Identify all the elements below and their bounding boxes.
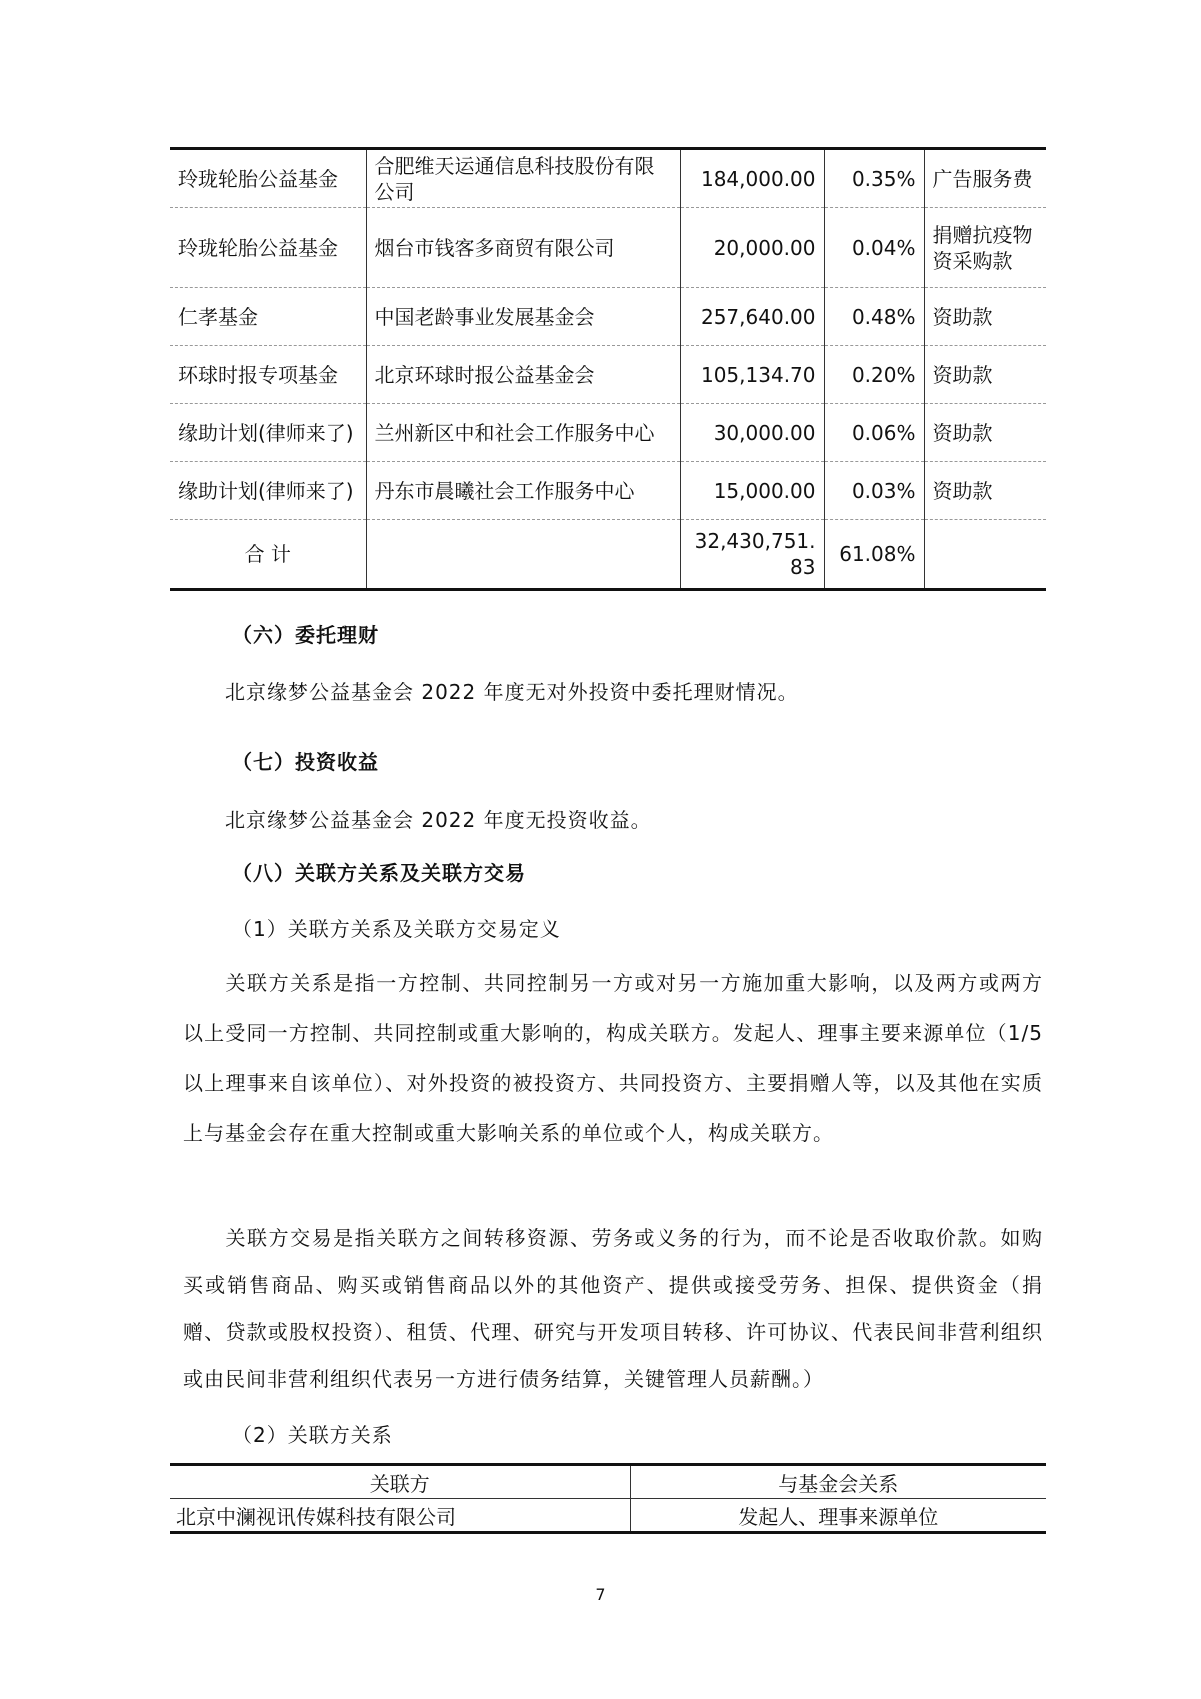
recipient-cell: 兰州新区中和社会工作服务中心 [366,404,680,462]
relation-cell: 发起人、理事来源单位 [738,1504,939,1529]
percent-cell: 0.06% [824,404,924,462]
percent-cell: 0.03% [824,462,924,520]
table-row [170,346,1046,404]
donation-table [170,147,1046,591]
project-cell: 玲珑轮胎公益基金 [170,149,366,208]
paragraph-text: 关联方交易是指关联方之间转移资源、劳务或义务的行为，而不论是否收取价款。如购买或销售商品、购买或销售商品以外的其他资产、提供或接受劳务、担保、提供资金（捐赠、贷款或股权投资）、租赁、代理、研究与开发项目转移、许可协议、代表民间非营利组织或由民间非营利组织代表另一方进行债务结算，关键管理人员薪酬。） [183,1226,1043,1391]
percent-cell: 0.48% [824,288,924,346]
amount-cell: 257,640.00 [680,288,824,346]
amount-cell: 20,000.00 [680,208,824,288]
percent-cell: 0.20% [824,346,924,404]
empty-cell [366,520,680,590]
empty-cell [924,520,1046,590]
table-header-row [170,1465,1046,1499]
related-party-table [170,1463,1046,1534]
purpose-cell: 广告服务费 [924,149,1046,208]
recipient-cell: 北京环球时报公益基金会 [366,346,680,404]
percent-cell: 0.35% [824,149,924,208]
paragraph-text: 关联方关系是指一方控制、共同控制另一方或对另一方施加重大影响，以及两方或两方以上受同一方控制、共同控制或重大影响的，构成关联方。发起人、理事主要来源单位（1/5 以上理事来自该单位）、对外投资的被投资方、共同投资方、主要捐赠人等，以及其他在实质上与基金会存在重大控制或重大影响关系的单位或个人，构成关联方。 [183,971,1043,1145]
purpose-cell: 捐赠抗疫物资采购款 [924,208,1046,288]
purpose-cell: 资助款 [924,288,1046,346]
project-cell: 缘助计划(律师来了) [170,404,366,462]
project-cell: 玲珑轮胎公益基金 [170,208,366,288]
section-text-entrusted-finance: 北京缘梦公益基金会 2022 年度无对外投资中委托理财情况。 [225,680,799,704]
column-header-relation: 与基金会关系 [630,1465,1046,1499]
recipient-cell: 合肥维天运通信息科技股份有限公司 [366,149,680,208]
section-heading-investment-income: （七）投资收益 [232,750,379,774]
subheading-relationships: （2）关联方关系 [232,1423,393,1447]
table-row [170,462,1046,520]
purpose-cell: 资助款 [924,346,1046,404]
total-amount: 32,430,751.83 [680,520,824,590]
table-row [170,149,1046,208]
total-row [170,520,1046,590]
amount-cell: 30,000.00 [680,404,824,462]
recipient-cell: 丹东市晨曦社会工作服务中心 [366,462,680,520]
table-row [170,288,1046,346]
amount-cell: 184,000.00 [680,149,824,208]
paragraph-related-party-transactions [183,1215,1043,1403]
total-label: 合 计 [170,520,366,590]
amount-cell: 105,134.70 [680,346,824,404]
section-heading-entrusted-finance: （六）委托理财 [232,623,379,647]
percent-cell: 0.04% [824,208,924,288]
section-heading-related-party: （八）关联方关系及关联方交易 [232,861,526,885]
project-cell: 仁孝基金 [170,288,366,346]
section-text-investment-income: 北京缘梦公益基金会 2022 年度无投资收益。 [225,808,652,832]
table-row [170,208,1046,288]
paragraph-related-party-definition [183,958,1043,1158]
table-row [170,1499,1046,1533]
recipient-cell: 烟台市钱客多商贸有限公司 [366,208,680,288]
table-row [170,404,1046,462]
subheading-definition: （1）关联方关系及关联方交易定义 [232,917,561,941]
page-number: 7 [595,1585,606,1604]
party-cell: 北京中澜视讯传媒科技有限公司 [170,1499,630,1533]
purpose-cell: 资助款 [924,462,1046,520]
project-cell: 缘助计划(律师来了) [170,462,366,520]
project-cell: 环球时报专项基金 [170,346,366,404]
purpose-cell: 资助款 [924,404,1046,462]
total-percent: 61.08% [824,520,924,590]
column-header-party: 关联方 [170,1465,630,1499]
amount-cell: 15,000.00 [680,462,824,520]
recipient-cell: 中国老龄事业发展基金会 [366,288,680,346]
